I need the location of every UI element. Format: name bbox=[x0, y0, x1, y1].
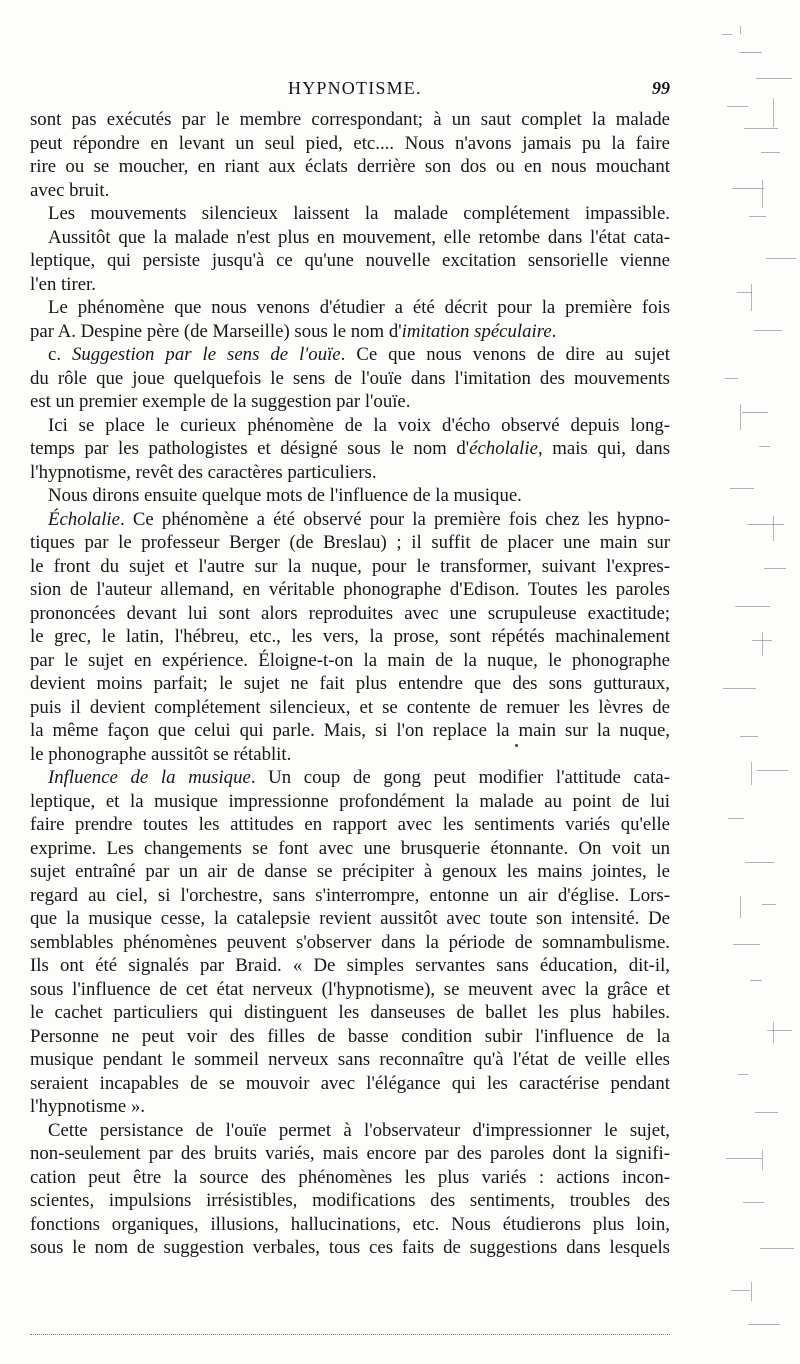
text-line: Influence de la musique. Un coup de gong peut modifier l'attitude cata- bbox=[48, 767, 670, 788]
scan-artifact-mark bbox=[757, 770, 788, 771]
scan-artifact-mark bbox=[735, 606, 770, 607]
scan-artifact-mark bbox=[764, 568, 786, 569]
scan-artifact-stroke bbox=[751, 1282, 752, 1301]
scan-artifact-stroke bbox=[762, 1150, 763, 1170]
text-line: devient moins parfait; le sujet ne fait plus entendre que des sons gutturaux, bbox=[30, 673, 670, 694]
text-line: est un premier exemple de la suggestion par l'ouïe. bbox=[30, 391, 411, 412]
scan-artifact-mark bbox=[754, 330, 782, 331]
scan-artifact-mark bbox=[737, 292, 752, 293]
scan-artifact-stroke bbox=[751, 284, 752, 311]
text-line: par A. Despine père (de Marseille) sous le nom d'imitation spéculaire. bbox=[30, 320, 557, 342]
scan-artifact-mark bbox=[730, 488, 754, 489]
scan-artifact-stroke bbox=[740, 404, 741, 430]
scan-artifact-mark bbox=[759, 446, 770, 447]
text-line: Personne ne peut voir des filles de basse condition subir l'influence de la bbox=[30, 1025, 670, 1047]
scan-artifact-mark bbox=[727, 106, 748, 107]
text-line: par le sujet en expérience. Éloigne-t-on la main de la nuque, le phonographe bbox=[30, 649, 670, 671]
scan-artifact-mark bbox=[745, 862, 774, 863]
scan-artifact-stroke bbox=[740, 26, 741, 34]
scan-margin-noise bbox=[710, 0, 800, 1364]
text-line: exprime. Les changements se font avec une brusquerie étonnante. On voit un bbox=[30, 837, 670, 859]
scan-artifact-stroke bbox=[773, 1022, 774, 1043]
text-line: l'hypnotisme ». bbox=[30, 1096, 146, 1117]
text-line: du rôle que joue quelquefois le sens de l'ouïe dans l'imitation des mouvements bbox=[30, 367, 670, 389]
text-line: que la musique cesse, la catalepsie revient aussitôt avec toute son intensité. De bbox=[30, 908, 670, 929]
text-line: faire prendre toutes les attitudes en rapport avec les sentiments variés qu'elle bbox=[30, 814, 670, 835]
text-line: Les mouvements silencieux laissent la malade complétement impassible. bbox=[48, 203, 670, 224]
text-line: fonctions organiques, illusions, hallucinations, etc. Nous étudierons plus loin, bbox=[30, 1213, 670, 1235]
text-line: scientes, impulsions irrésistibles, modifications des sentiments, troubles des bbox=[30, 1190, 670, 1211]
text-line: Cette persistance de l'ouïe permet à l'observateur d'impressionner le sujet, bbox=[48, 1119, 670, 1141]
text-line: non-seulement par des bruits variés, mais encore par des paroles dont la signifi- bbox=[30, 1143, 670, 1164]
text-line: sion de l'auteur allemand, en véritable phonographe d'Edison. Toutes les paroles bbox=[30, 579, 670, 600]
scan-artifact-mark bbox=[728, 818, 744, 819]
text-line: c. Suggestion par le sens de l'ouïe. Ce que nous venons de dire au sujet bbox=[48, 344, 670, 365]
scan-artifact-mark bbox=[742, 412, 768, 413]
scan-artifact-stroke bbox=[751, 762, 752, 785]
text-line: le front du sujet et l'autre sur la nuque, pour le transformer, suivant l'expres- bbox=[30, 555, 670, 577]
text-line: la même façon que celui qui parle. Mais, si l'on replace la main sur la nuque, bbox=[30, 720, 670, 741]
text-line: musique pendant le sommeil nerveux sans reconnaître qu'à l'état de veille elles bbox=[30, 1049, 670, 1070]
text-line: leptique, qui persiste jusqu'à ce qu'une nouvelle excitation sensorielle vienne bbox=[30, 250, 670, 271]
scan-artifact-mark bbox=[739, 52, 762, 53]
scan-artifact-mark bbox=[755, 1112, 778, 1113]
scan-artifact-mark bbox=[726, 1158, 762, 1159]
running-title: HYPNOTISME. bbox=[288, 78, 422, 98]
scan-artifact-mark bbox=[760, 1248, 794, 1249]
text-line: Le phénomène que nous venons d'étudier a été décrit pour la première fois bbox=[48, 297, 670, 318]
scan-artifact-mark bbox=[761, 152, 780, 153]
text-line: Écholalie. Ce phénomène a été observé pour la première fois chez les hypno- bbox=[48, 508, 670, 530]
text-line: leptique, et la musique impressionne profondément la malade au point de lui bbox=[30, 790, 670, 812]
scan-artifact-mark bbox=[744, 128, 778, 129]
text-line: Ici se place le curieux phénomène de la voix d'écho observé depuis long- bbox=[48, 414, 670, 436]
page-number: 99 bbox=[652, 78, 670, 98]
text-line: tiques par le professeur Berger (de Breslau) ; il suffit de placer une main sur bbox=[30, 532, 670, 553]
scan-artifact-mark bbox=[743, 1202, 764, 1203]
footer-dotted-rule bbox=[30, 1334, 670, 1335]
scan-artifact-stroke bbox=[773, 98, 774, 127]
scan-artifact-mark bbox=[756, 78, 792, 79]
scan-artifact-mark bbox=[732, 188, 764, 189]
scan-artifact-mark bbox=[762, 904, 776, 905]
scan-artifact-mark bbox=[749, 216, 766, 217]
text-line: sujet entraîné par un air de danse se précipiter à genoux les mains jointes, le bbox=[30, 861, 670, 882]
text-line: prononcées devant lui sont alors reproduites avec une scrupuleuse exactitude; bbox=[30, 602, 670, 624]
text-line: semblables phénomènes peuvent s'observer dans la période de somnambulisme. bbox=[30, 931, 670, 953]
text-line: Ils ont été signalés par Braid. « De simples servantes sans éducation, dit-il, bbox=[30, 955, 670, 976]
scan-artifact-mark bbox=[738, 1074, 748, 1075]
ink-dot bbox=[515, 744, 518, 747]
scan-artifact-mark bbox=[722, 34, 732, 35]
text-line: Aussitôt que la malade n'est plus en mouvement, elle retombe dans l'état cata- bbox=[48, 226, 670, 248]
scan-artifact-mark bbox=[766, 258, 796, 259]
scan-artifact-mark bbox=[731, 1290, 750, 1291]
text-line: l'hypnotisme, revêt des caractères particuliers. bbox=[30, 461, 377, 483]
scan-artifact-mark bbox=[750, 980, 762, 981]
text-line: sous l'influence de cet état nerveux (l'hypnotisme), se meuvent avec la grâce et bbox=[30, 978, 670, 1000]
scan-artifact-mark bbox=[723, 688, 756, 689]
scan-artifact-stroke bbox=[773, 516, 774, 541]
body-text bbox=[30, 108, 670, 1260]
text-line: sont pas exécutés par le membre correspondant; à un saut complet la malade bbox=[30, 109, 670, 130]
scan-artifact-mark bbox=[725, 378, 738, 379]
text-line: regard au ciel, si l'orchestre, sans s'interrompre, entonne un air d'église. Lors- bbox=[30, 884, 670, 906]
scan-artifact-stroke bbox=[762, 180, 763, 208]
page-header bbox=[30, 78, 670, 104]
text-line: le grec, le latin, l'hébreu, etc., les vers, la prose, sont répétés machinalement bbox=[30, 626, 670, 647]
text-line: le cachet particuliers qui distinguent les danseuses de ballet les plus habiles. bbox=[30, 1002, 670, 1023]
text-line: temps par les pathologistes et désigné sous le nom d'écholalie, mais qui, dans bbox=[30, 438, 670, 459]
text-line: cation peut être la source des phénomènes les plus variés : actions incon- bbox=[30, 1166, 670, 1188]
scan-artifact-mark bbox=[767, 1030, 792, 1031]
text-line: Nous dirons ensuite quelque mots de l'influence de la musique. bbox=[48, 485, 522, 506]
text-line: rire ou se moucher, en riant aux éclats derrière son dos ou en nous mouchant bbox=[30, 156, 670, 177]
scan-artifact-mark bbox=[747, 524, 784, 525]
text-line: avec bruit. bbox=[30, 179, 110, 201]
text-line: sous le nom de suggestion verbales, tous ces faits de suggestions dans lesquels bbox=[30, 1237, 670, 1258]
scan-artifact-stroke bbox=[762, 632, 763, 656]
scan-artifact-mark bbox=[733, 944, 760, 945]
text-line: l'en tirer. bbox=[30, 273, 96, 295]
text-line: seraient incapables de se mouvoir avec l'élégance qui les caractérise pendant bbox=[30, 1072, 670, 1094]
text-line: puis il devient complétement silencieux, et se contente de remuer les lèvres de bbox=[30, 696, 670, 718]
text-line: peut répondre en levant un seul pied, etc.... Nous n'avons jamais pu la faire bbox=[30, 132, 670, 154]
scan-artifact-mark bbox=[748, 1324, 780, 1325]
text-line: le phonographe aussitôt se rétablit. bbox=[30, 743, 292, 765]
scan-artifact-mark bbox=[740, 736, 758, 737]
scan-artifact-stroke bbox=[740, 896, 741, 918]
